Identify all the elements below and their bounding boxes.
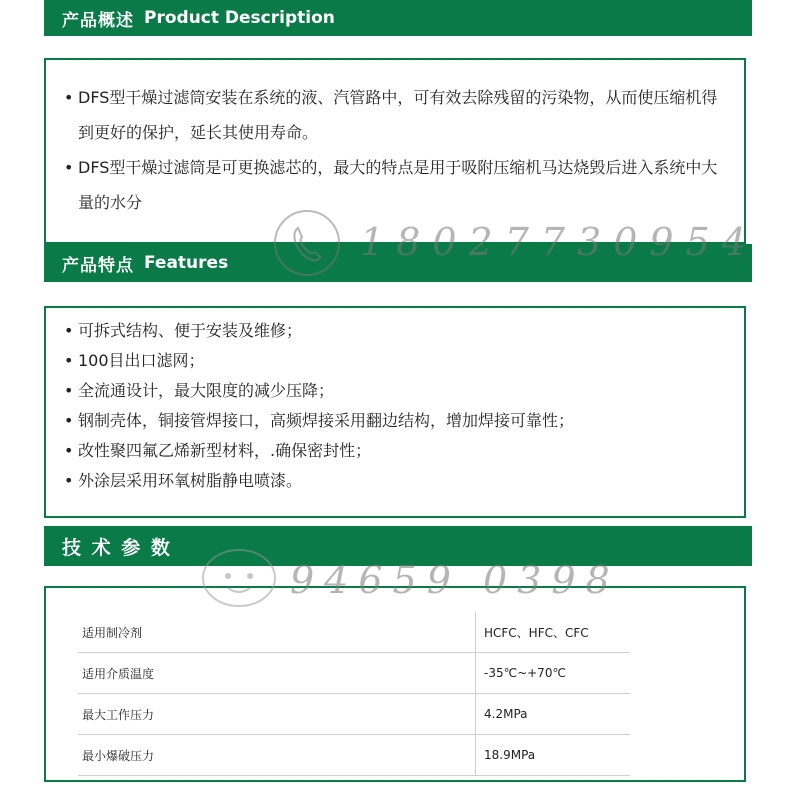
- spec-label: 适用介质温度: [78, 653, 476, 694]
- spec-label: 最小爆破压力: [78, 735, 476, 776]
- description-panel: [44, 58, 746, 244]
- features-title-cn: 产品特点: [62, 255, 134, 276]
- feature-item: • 全流通设计，最大限度的减少压降；: [64, 376, 574, 406]
- feature-item: • 改性聚四氟乙烯新型材料，.确保密封性；: [64, 436, 574, 466]
- feature-item: • 100目出口滤网；: [64, 346, 574, 376]
- specs-table: [78, 612, 630, 776]
- feature-item: • 可拆式结构、便于安装及维修；: [64, 316, 574, 346]
- table-row: [78, 735, 630, 776]
- phone-icon: [272, 208, 342, 278]
- features-title-en: Features: [144, 253, 229, 273]
- spec-value: -35℃~+70℃: [476, 653, 631, 694]
- description-title-cn: 产品概述: [62, 10, 134, 31]
- table-row: [78, 694, 630, 735]
- feature-item: • 钢制壳体，铜接管焊接口，高频焊接采用翻边结构，增加焊接可靠性；: [64, 406, 574, 436]
- description-item: • DFS型干燥过滤筒安装在系统的液、汽管路中，可有效去除残留的污染物，从而使压缩机得到更好的保护，延长其使用寿命。: [64, 80, 718, 150]
- features-panel: [44, 306, 746, 518]
- specs-title-cn: 技 术 参 数: [62, 536, 172, 559]
- qq-watermark: 94659 0398: [290, 558, 620, 602]
- qq-icon: [200, 546, 278, 610]
- spec-value: HCFC、HFC、CFC: [476, 612, 631, 653]
- spec-label: 最大工作压力: [78, 694, 476, 735]
- spec-value: 4.2MPa: [476, 694, 631, 735]
- feature-item: • 外涂层采用环氧树脂静电喷漆。: [64, 466, 574, 496]
- description-list: [64, 80, 718, 220]
- description-item: • DFS型干燥过滤筒是可更换滤芯的，最大的特点是用于吸附压缩机马达烧毁后进入系统中大量的水分: [64, 150, 718, 220]
- features-list: [64, 316, 574, 496]
- spec-label: 适用制冷剂: [78, 612, 476, 653]
- phone-watermark: 18027730954: [360, 220, 758, 264]
- spec-value: 18.9MPa: [476, 735, 631, 776]
- description-title-en: Product Description: [144, 8, 335, 28]
- table-row: [78, 653, 630, 694]
- description-header: [44, 0, 752, 36]
- table-row: [78, 612, 630, 653]
